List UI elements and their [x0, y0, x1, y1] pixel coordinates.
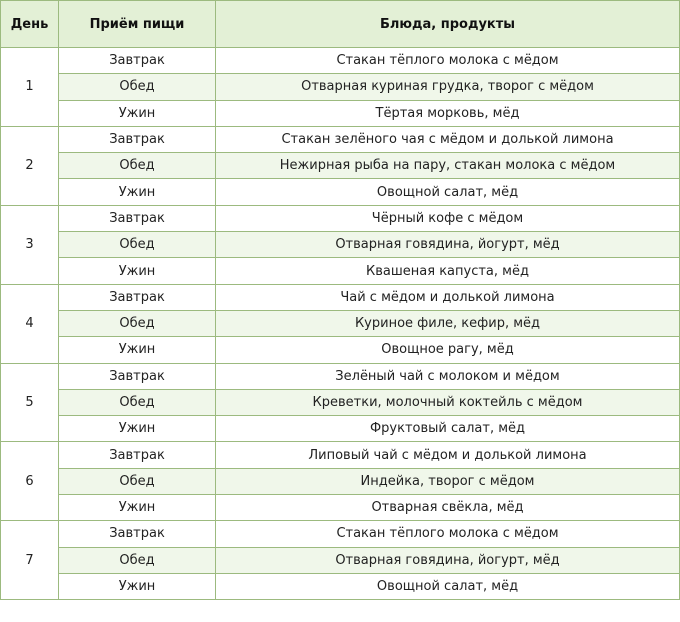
dish-description: Липовый чай с мёдом и долькой лимона [216, 442, 680, 468]
day-number: 5 [1, 363, 59, 442]
meal-name: Завтрак [59, 363, 216, 389]
header-row [1, 1, 680, 48]
meal-name: Обед [59, 468, 216, 494]
dish-description: Отварная говядина, йогурт, мёд [216, 232, 680, 258]
day-number: 1 [1, 48, 59, 127]
table-body [1, 48, 680, 600]
table-row [1, 284, 680, 310]
table-row [1, 363, 680, 389]
dish-description: Стакан зелёного чая с мёдом и долькой лимона [216, 126, 680, 152]
meal-name: Обед [59, 232, 216, 258]
table-row [1, 153, 680, 179]
header-dishes: Блюда, продукты [216, 1, 680, 48]
table-row [1, 416, 680, 442]
dish-description: Тёртая морковь, мёд [216, 100, 680, 126]
dish-description: Отварная свёкла, мёд [216, 495, 680, 521]
table-row [1, 310, 680, 336]
dish-description: Куриное филе, кефир, мёд [216, 310, 680, 336]
table-row [1, 573, 680, 599]
meal-name: Обед [59, 310, 216, 336]
day-number: 2 [1, 126, 59, 205]
dish-description: Фруктовый салат, мёд [216, 416, 680, 442]
header-meal: Приём пищи [59, 1, 216, 48]
dish-description: Чай с мёдом и долькой лимона [216, 284, 680, 310]
table-row [1, 126, 680, 152]
dish-description: Квашеная капуста, мёд [216, 258, 680, 284]
dish-description: Креветки, молочный коктейль с мёдом [216, 389, 680, 415]
dish-description: Овощное рагу, мёд [216, 337, 680, 363]
day-number: 3 [1, 205, 59, 284]
meal-name: Ужин [59, 495, 216, 521]
meal-name: Завтрак [59, 442, 216, 468]
table-row [1, 48, 680, 74]
table-row [1, 74, 680, 100]
meal-name: Завтрак [59, 205, 216, 231]
table-row [1, 232, 680, 258]
day-number: 4 [1, 284, 59, 363]
meal-name: Ужин [59, 179, 216, 205]
table-row [1, 521, 680, 547]
meal-name: Обед [59, 547, 216, 573]
table-row [1, 495, 680, 521]
table-row [1, 337, 680, 363]
dish-description: Чёрный кофе с мёдом [216, 205, 680, 231]
table-row [1, 389, 680, 415]
table-row [1, 442, 680, 468]
meal-name: Завтрак [59, 126, 216, 152]
meal-name: Ужин [59, 337, 216, 363]
day-number: 7 [1, 521, 59, 600]
dish-description: Отварная говядина, йогурт, мёд [216, 547, 680, 573]
table-row [1, 468, 680, 494]
meal-name: Завтрак [59, 48, 216, 74]
meal-name: Обед [59, 153, 216, 179]
meal-name: Ужин [59, 258, 216, 284]
header-day: День [1, 1, 59, 48]
table-row [1, 205, 680, 231]
meal-name: Ужин [59, 416, 216, 442]
meal-name: Ужин [59, 100, 216, 126]
meal-name: Ужин [59, 573, 216, 599]
meal-name: Обед [59, 74, 216, 100]
day-number: 6 [1, 442, 59, 521]
meal-name: Завтрак [59, 521, 216, 547]
dish-description: Отварная куриная грудка, творог с мёдом [216, 74, 680, 100]
dish-description: Стакан тёплого молока с мёдом [216, 521, 680, 547]
table-row [1, 179, 680, 205]
table-row [1, 547, 680, 573]
meal-name: Завтрак [59, 284, 216, 310]
dish-description: Нежирная рыба на пару, стакан молока с мёдом [216, 153, 680, 179]
dish-description: Стакан тёплого молока с мёдом [216, 48, 680, 74]
table-row [1, 258, 680, 284]
meal-name: Обед [59, 389, 216, 415]
dish-description: Зелёный чай с молоком и мёдом [216, 363, 680, 389]
dish-description: Овощной салат, мёд [216, 573, 680, 599]
dish-description: Индейка, творог с мёдом [216, 468, 680, 494]
dish-description: Овощной салат, мёд [216, 179, 680, 205]
table-row [1, 100, 680, 126]
